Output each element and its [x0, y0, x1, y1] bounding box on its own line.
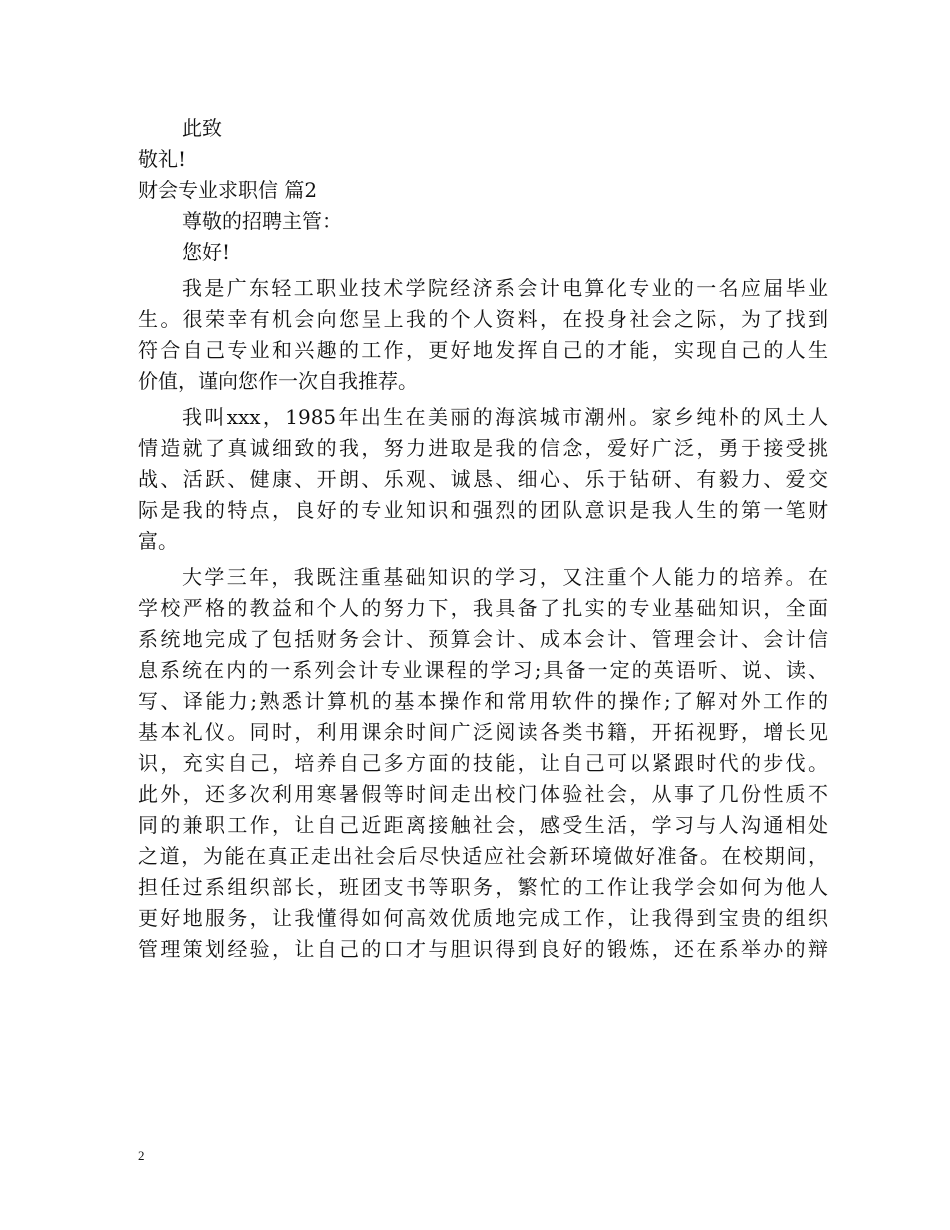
- text-line: 基本礼仪。同时，利用课余时间广泛阅读各类书籍，开拓视野，增长见: [138, 720, 828, 744]
- text-line: 息系统在内的一系列会计专业课程的学习;具备一定的英语听、说、读、: [138, 658, 828, 682]
- text-line: 我叫xxx，1985年出生在美丽的海滨城市潮州。家乡纯朴的风土人: [182, 405, 828, 429]
- paragraph-education: [138, 562, 828, 965]
- closing-salutation: 此致: [182, 116, 222, 140]
- text-line: 际是我的特点，良好的专业知识和强烈的团队意识是我人生的第一笔财: [138, 498, 828, 522]
- text-line: 同的兼职工作，让自己近距离接触社会，感受生活，学习与人沟通相处: [138, 813, 828, 837]
- text-line: 学校严格的教益和个人的努力下，我具备了扎实的专业基础知识，全面: [138, 596, 828, 620]
- text-line: 生。很荣幸有机会向您呈上我的个人资料，在投身社会之际，为了找到: [138, 307, 828, 331]
- text-line: 此外，还多次利用寒暑假等时间走出校门体验社会，从事了几份性质不: [138, 782, 828, 806]
- letter-hello: 您好!: [182, 240, 231, 264]
- page-number: 2: [138, 1148, 145, 1163]
- text-line: 富。: [138, 529, 178, 553]
- text-line: 之道，为能在真正走出社会后尽快适应社会新环境做好准备。在校期间，: [138, 844, 828, 868]
- letter-greeting: 尊敬的招聘主管：: [182, 209, 342, 233]
- section-heading: 财会专业求职信 篇2: [138, 178, 318, 202]
- text-line: 我是广东轻工职业技术学院经济系会计电算化专业的一名应届毕业: [182, 276, 828, 300]
- text-line: 战、活跃、健康、开朗、乐观、诚恳、细心、乐于钻研、有毅力、爱交: [138, 467, 828, 491]
- paragraph-background: [138, 402, 828, 557]
- text-line: 管理策划经验，让自己的口才与胆识得到良好的锻炼，还在系举办的辩: [138, 937, 828, 961]
- text-line: 担任过系组织部长，班团支书等职务，繁忙的工作让我学会如何为他人: [138, 875, 828, 899]
- text-line: 系统地完成了包括财务会计、预算会计、成本会计、管理会计、会计信: [138, 627, 828, 651]
- text-line: 更好地服务，让我懂得如何高效优质地完成工作，让我得到宝贵的组织: [138, 906, 828, 930]
- text-line: 识，充实自己，培养自己多方面的技能，让自己可以紧跟时代的步伐。: [138, 751, 828, 775]
- document-body: [138, 113, 828, 965]
- closing-regards: 敬礼!: [138, 147, 187, 171]
- text-line: 价值，谨向您作一次自我推荐。: [138, 369, 418, 393]
- text-line: 写、译能力;熟悉计算机的基本操作和常用软件的操作;了解对外工作的: [138, 689, 828, 713]
- text-line: 情造就了真诚细致的我，努力进取是我的信念，爱好广泛，勇于接受挑: [138, 436, 828, 460]
- paragraph-intro: [138, 273, 828, 397]
- text-line: 符合自己专业和兴趣的工作，更好地发挥自己的才能，实现自己的人生: [138, 338, 828, 362]
- text-line: 大学三年，我既注重基础知识的学习，又注重个人能力的培养。在: [182, 565, 828, 589]
